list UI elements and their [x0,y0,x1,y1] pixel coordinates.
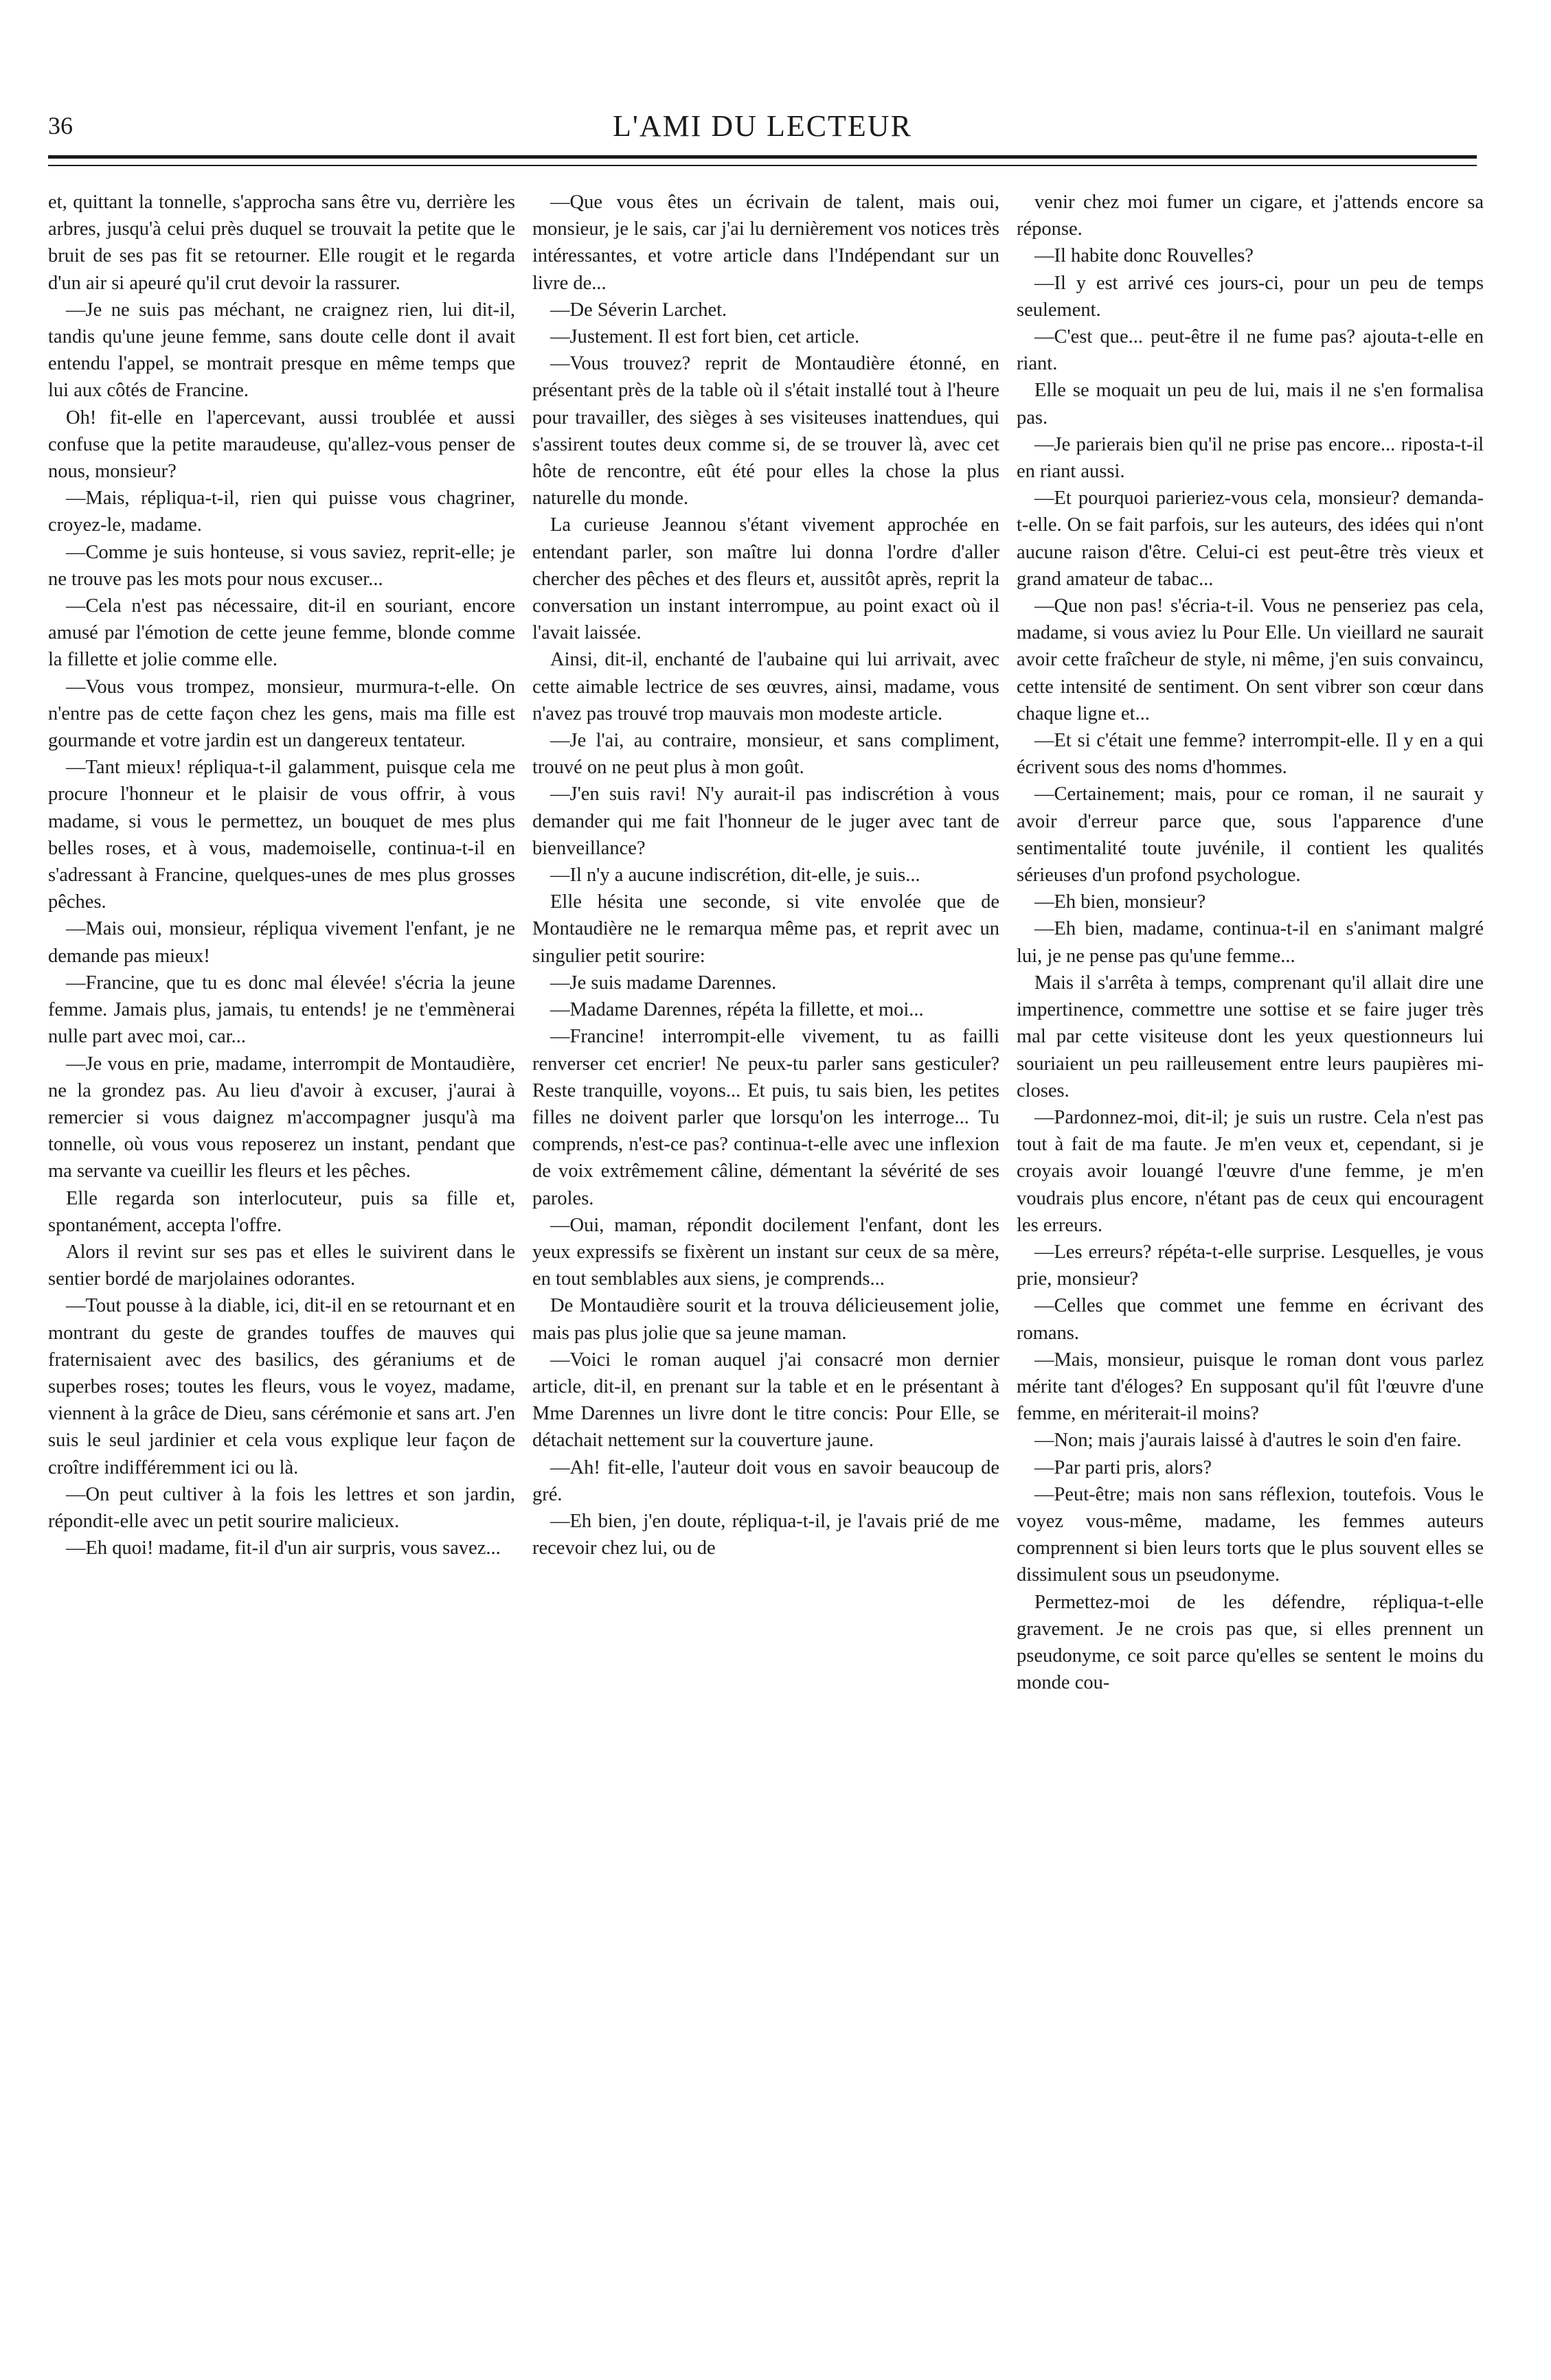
paragraph: —Vous trouvez? reprit de Montaudière étonné, en présentant près de la table où il s'était installé tout à l'heure pour travailler, des sièges à ses visiteuses inattendues, qui s'assirent toutes deux comme si, de se trouver là, avec cet hôte de rencontre, eût été pour elles la chose la plus naturelle du monde. [532,353,999,510]
text-columns [48,189,1484,2283]
paragraph: —J'en suis ravi! N'y aurait-il pas indiscrétion à vous demander qui me fait l'honneur de le juger avec tant de bienveillance? [532,783,999,859]
page-number: 36 [48,112,73,139]
paragraph: —Je vous en prie, madame, interrompit de Montaudière, ne la grondez pas. Au lieu d'avoir à excuser, j'aurai à remercier si vous daignez m'accompagner jusqu'à ma tonnelle, où vous vous reposerez un instant, pendant que ma servante va cueillir les fleurs et les pêches. [48,1053,515,1182]
paragraph: —Certainement; mais, pour ce roman, il ne saurait y avoir d'erreur parce que, sous l'apparence d'une sentimentalité toute juvénile, il contient les qualités sérieuses d'un profond psychologue. [1017,783,1484,886]
paragraph: —Ah! fit-elle, l'auteur doit vous en savoir beaucoup de gré. [532,1456,999,1505]
paragraph: Ainsi, dit-il, enchanté de l'aubaine qui lui arrivait, avec cette aimable lectrice de ses œuvres, ainsi, madame, vous n'avez pas trouvé trop mauvais mon modeste article. [532,649,999,724]
paragraph: —Que vous êtes un écrivain de talent, mais oui, monsieur, je le sais, car j'ai lu dernièrement vos notices très intéressantes, et votre article dans l'Indépendant sur un livre de... [532,192,999,294]
paragraph: —Francine, que tu es donc mal élevée! s'écria la jeune femme. Jamais plus, jamais, tu entends! je ne t'emmènerai nulle part avec moi, car... [48,972,515,1048]
paragraph: Mais il s'arrêta à temps, comprenant qu'il allait dire une impertinence, commettre une sottise et se faire juger très mal par cette visiteuse dont les yeux questionneurs lui souriaient un peu railleusement entre leurs paupières mi-closes. [1017,972,1484,1101]
paragraph: —Par parti pris, alors? [1034,1456,1212,1478]
paragraph: —Vous vous trompez, monsieur, murmura-t-elle. On n'entre pas de cette façon chez les gens, mais ma fille est gourmande et votre jardin est un dangereux tentateur. [48,676,515,752]
paragraph: —Voici le roman auquel j'ai consacré mon dernier article, dit-il, en prenant sur la table et en le présentant à Mme Darennes un livre dont le titre concis: Pour Elle, se détachait nettement sur la couverture jaune. [532,1349,999,1452]
paragraph: —Eh quoi! madame, fit-il d'un air surpris, vous savez... [66,1537,501,1559]
paragraph: —Il n'y a aucune indiscrétion, dit-elle, je suis... [550,865,920,886]
paragraph: Elle hésita une seconde, si vite envolée que de Montaudière ne le remarqua même pas, et reprit avec un singulier petit sourire: [532,891,999,967]
paragraph: —Celles que commet une femme en écrivant des romans. [1017,1295,1484,1344]
paragraph: —Mais oui, monsieur, répliqua vivement l'enfant, je ne demande pas mieux! [48,918,515,967]
paragraph: —Non; mais j'aurais laissé à d'autres le soin d'en faire. [1034,1430,1462,1452]
paragraph: —Francine! interrompit-elle vivement, tu as failli renverser cet encrier! Ne peux-tu parler sans gesticuler? Reste tranquille, voyons... Et puis, tu sais bien, les petites filles ne doivent parler que lorsqu'on les interroge... Tu comprends, n'est-ce pas? continua-t-elle avec une inflexion de voix extrêmement câline, démentant la sévérité de ses paroles. [532,1026,999,1209]
paragraph: —Cela n'est pas nécessaire, dit-il en souriant, encore amusé par l'émotion de cette jeune femme, blonde comme la fillette et jolie comme elle. [48,595,515,671]
paragraph: La curieuse Jeannou s'étant vivement approchée en entendant parler, son maître lui donna l'ordre d'aller chercher des pêches et des fleurs et, aussitôt après, reprit la conversation un instant interrompue, au point exact où il l'avait laissée. [532,514,999,644]
paragraph: Permettez-moi de les défendre, répliqua-t-elle gravement. Je ne crois pas que, si elles prennent un pseudonyme, ce soit parce qu'elles se sentent le moins du monde cou- [1017,1591,1484,1694]
paragraph: venir chez moi fumer un cigare, et j'attends encore sa réponse. [1017,192,1484,240]
paragraph: —Justement. Il est fort bien, cet article. [550,326,860,348]
paragraph: —Je ne suis pas méchant, ne craignez rien, lui dit-il, tandis qu'une jeune femme, sans doute celle dont il avait entendu l'appel, se montrait presque en même temps que lui aux côtés de Francine. [48,299,515,402]
paragraph: —Eh bien, madame, continua-t-il en s'animant malgré lui, je ne pense pas qu'une femme... [1017,918,1484,967]
paragraph: —Je parierais bien qu'il ne prise pas encore... riposta-t-il en riant aussi. [1017,433,1484,483]
page-header [48,103,1477,144]
text-column-3 [1017,189,1484,2283]
text-column-1 [48,189,515,2283]
paragraph: —Oui, maman, répondit docilement l'enfant, dont les yeux expressifs se fixèrent un instant sur ceux de sa mère, en tout semblables aux siens, je comprends... [532,1214,999,1290]
paragraph: —Et si c'était une femme? interrompit-elle. Il y en a qui écrivent sous des noms d'hommes. [1017,730,1484,779]
paragraph: —Et pourquoi parieriez-vous cela, monsieur? demanda-t-elle. On se fait parfois, sur les auteurs, des idées qui n'ont aucune raison d'être. Celui-ci est peut-être très vieux et grand amateur de tabac... [1017,488,1484,590]
paragraph: —On peut cultiver à la fois les lettres et son jardin, répondit-elle avec un petit sourire malicieux. [48,1483,515,1532]
paragraph: —Mais, répliqua-t-il, rien qui puisse vous chagriner, croyez-le, madame. [48,488,515,536]
paragraph: Alors il revint sur ses pas et elles le suivirent dans le sentier bordé de marjolaines odorantes. [48,1241,515,1290]
paragraph: —C'est que... peut-être il ne fume pas? ajouta-t-elle en riant. [1017,326,1484,375]
header-rule-thick [48,155,1477,159]
paragraph: —Les erreurs? répéta-t-elle surprise. Lesquelles, je vous prie, monsieur? [1017,1241,1484,1290]
paragraph: —Eh bien, monsieur? [1034,891,1206,913]
paragraph: —Peut-être; mais non sans réflexion, toutefois. Vous le voyez vous-même, madame, les femmes auteurs comprennent si bien leurs torts que le plus souvent elles se dissimulent sous un pseudonyme. [1017,1483,1484,1586]
paragraph: —Je l'ai, au contraire, monsieur, et sans compliment, trouvé on ne peut plus à mon goût. [532,730,999,779]
paragraph: Elle se moquait un peu de lui, mais il ne s'en formalisa pas. [1017,380,1484,428]
paragraph: De Montaudière sourit et la trouva délicieusement jolie, mais pas plus jolie que sa jeune maman. [532,1295,999,1344]
paragraph: Oh! fit-elle en l'apercevant, aussi troublée et aussi confuse que la petite maraudeuse, qu'allez-vous penser de nous, monsieur? [48,407,515,483]
paragraph: —Tout pousse à la diable, ici, dit-il en se retournant et en montrant du geste de grandes touffes de mauves qui fraternisaient avec des basilics, des géraniums et de superbes roses; toutes les fleurs, vous le voyez, madame, viennent à la grâce de Dieu, sans cérémonie et sans art. J'en suis le seul jardinier et cela vous explique leur façon de croître indifféremment ici ou là. [48,1295,515,1478]
paragraph: —Il y est arrivé ces jours-ci, pour un peu de temps seulement. [1017,272,1484,321]
paragraph: —Je suis madame Darennes. [550,972,777,994]
paragraph: Elle regarda son interlocuteur, puis sa fille et, spontanément, accepta l'offre. [48,1187,515,1236]
journal-title: L'AMI DU LECTEUR [613,109,912,143]
paragraph: —Eh bien, j'en doute, répliqua-t-il, je l'avais prié de me recevoir chez lui, ou de [532,1510,999,1559]
paragraph: —Mais, monsieur, puisque le roman dont vous parlez mérite tant d'éloges? En supposant qu'il fût l'œuvre d'une femme, en mériterait-il moins? [1017,1349,1484,1425]
text-column-2 [532,189,999,2283]
paragraph: —Pardonnez-moi, dit-il; je suis un rustre. Cela n'est pas tout à fait de ma faute. Je m'en veux et, cependant, si je croyais avoir louangé l'œuvre d'une femme, je m'en voudrais plus encore, n'étant pas de ceux qui encouragent les erreurs. [1017,1106,1484,1236]
paragraph: —Que non pas! s'écria-t-il. Vous ne penseriez pas cela, madame, si vous aviez lu Pour Elle. Un vieillard ne saurait avoir cette fraîcheur de style, ni même, j'en suis convaincu, cette intensité de sentiment. On sent vibrer son cœur dans chaque ligne et... [1017,595,1484,724]
paragraph: —Il habite donc Rouvelles? [1034,245,1254,267]
paragraph: —Comme je suis honteuse, si vous saviez, reprit-elle; je ne trouve pas les mots pour nous excuser... [48,541,515,590]
paragraph: —Madame Darennes, répéta la fillette, et moi... [550,999,924,1021]
paragraph: —De Séverin Larchet. [550,299,727,321]
paragraph: —Tant mieux! répliqua-t-il galamment, puisque cela me procure l'honneur et le plaisir de vous offrir, à vous madame, si vous le permettez, un bouquet de mes plus belles roses, et à vous, mademoiselle, continua-t-il en s'adressant à Francine, quelques-unes de mes plus grosses pêches. [48,757,515,913]
header-rule-thin [48,165,1477,166]
paragraph: et, quittant la tonnelle, s'approcha sans être vu, derrière les arbres, jusqu'à celui près duquel se trouvait la petite que le bruit de ses pas fit se retourner. Elle rougit et le regarda d'un air si apeuré qu'il crut devoir la rassurer. [48,192,515,294]
